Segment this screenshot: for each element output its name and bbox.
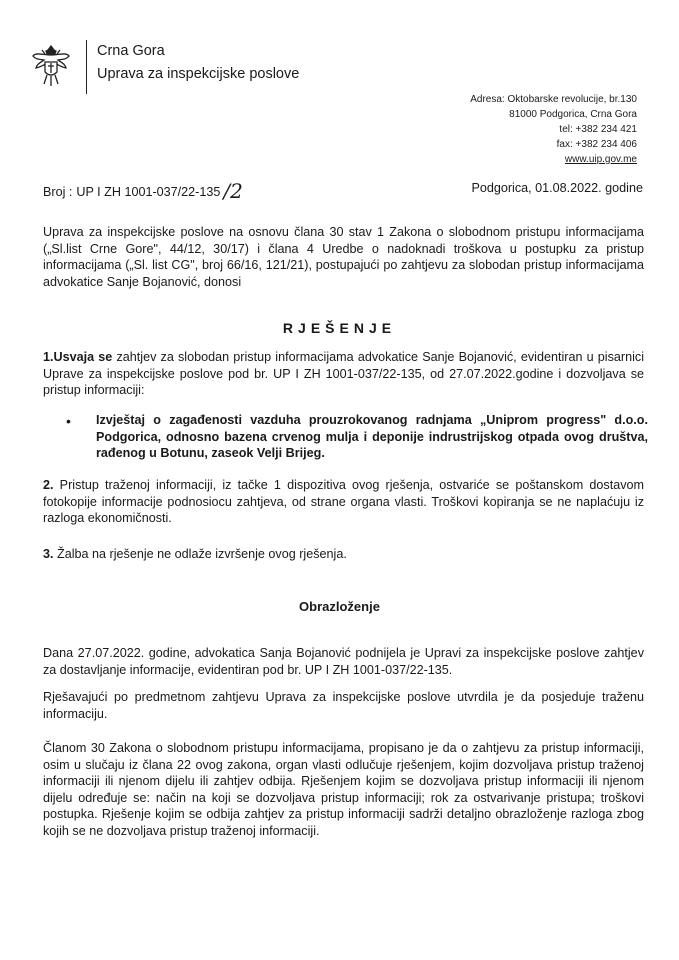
city-line: 81000 Podgorica, Crna Gora bbox=[509, 109, 637, 120]
handwritten-mark: /2 bbox=[223, 179, 243, 203]
reasoning-paragraph-3: Članom 30 Zakona o slobodnom pristupu informacijama, propisano je da o zahtjevu za pristup informaciji, osim u slučaju iz člana 22 ovog zakona, organ vlasti odlučuje rješenjem, kojim dozvoljava pristup traženoj informaciji ili njenom dijelu ili zahtjev odbija. Rješenjem kojim se dozvoljava pristup informaciji ili njenom dijelu određuje se: način na koji se dozvoljava pristup informaciji; rok za ostvarivanje pristupa; troškovi postupka. Rješenje kojim se odbija zahtjev za pristup informaciji sadrži detaljno obrazloženje razloga zbog kojih se ne dozvoljava pristup traženoj informaciji. bbox=[43, 741, 644, 838]
item-1-lead: 1.Usvaja se bbox=[43, 350, 113, 364]
reference-number bbox=[43, 177, 243, 201]
reference-label: Broj : bbox=[43, 185, 73, 199]
document-date: Podgorica, 01.08.2022. godine bbox=[471, 181, 643, 195]
item-1-text: zahtjev za slobodan pristup informacijama advokatice Sanje Bojanović, evidentiran u pisarnici Uprave za inspekcijske poslove pod br. UP I ZH 1001-037/22-135, od 27.07.2022.godine i dozvoljava se pristup informaciji: bbox=[43, 350, 644, 397]
website-link[interactable]: www.uip.gov.me bbox=[564, 154, 637, 165]
item-2-lead: 2. bbox=[43, 478, 54, 492]
header-divider bbox=[86, 40, 87, 94]
reasoning-paragraph-1: Dana 27.07.2022. godine, advokatica Sanja Bojanović podnijela je Upravi za inspekcijske poslove zahtjev za dostavljanje informacije, evidentiran pod br. UP I ZH 1001-037/22-135. bbox=[43, 646, 644, 677]
tel-line: tel: +382 234 421 bbox=[559, 124, 637, 135]
address-line: Adresa: Oktobarske revolucije, br.130 bbox=[470, 94, 637, 105]
item-3-text: Žalba na rješenje ne odlaže izvršenje ovog rješenja. bbox=[53, 547, 347, 561]
coat-of-arms-icon bbox=[30, 42, 72, 88]
reasoning-title: Obrazloženje bbox=[299, 599, 380, 614]
item-2 bbox=[43, 477, 644, 527]
bullet-icon: • bbox=[66, 413, 71, 429]
institution-name: Uprava za inspekcijske poslove bbox=[97, 66, 300, 82]
item-1 bbox=[43, 349, 644, 399]
item-2-text: Pristup traženoj informaciji, iz tačke 1 dispozitiva ovog rješenja, ostvariće se poštanskom dostavom fotokopije informacije podnosiocu zahtjeva, od strane organa vlasti. Troškovi kopiranja se ne naplaćuju iz razloga ekonomičnosti. bbox=[43, 478, 644, 525]
item-3 bbox=[43, 546, 644, 563]
reasoning-paragraph-2: Rješavajući po predmetnom zahtjevu Uprava za inspekcijske poslove utvrdila je da posjeduje traženu informaciju. bbox=[43, 690, 644, 721]
item-3-lead: 3. bbox=[43, 547, 54, 561]
intro-paragraph: Uprava za inspekcijske poslove na osnovu člana 30 stav 1 Zakona o slobodnom pristupu informacijama („Sl.list Crne Gore", 44/12, 30/17) i člana 4 Uredbe o nadoknadi troškova u postupku za pristup informacijama („Sl. list CG", broj 66/16, 121/21), postupajući po zahtjevu za slobodan pristup informacijama advokatice Sanje Bojanović, donosi bbox=[43, 225, 644, 289]
reference-value: UP I ZH 1001-037/22-135 bbox=[76, 185, 221, 199]
contact-block bbox=[470, 92, 637, 167]
country-name: Crna Gora bbox=[97, 43, 165, 59]
decision-title: RJEŠENJE bbox=[282, 320, 397, 336]
bullet-item: Izvještaj o zagađenosti vazduha prouzrokovanog radnjama „Uniprom progress" d.o.o. Podgorica, odnosno bazena crvenog mulja i deponije indrustrijskog otpada ovog društva, rađenog u Botunu, zaseok Velji Brijeg. bbox=[96, 413, 648, 460]
fax-line: fax: +382 234 406 bbox=[556, 139, 637, 150]
